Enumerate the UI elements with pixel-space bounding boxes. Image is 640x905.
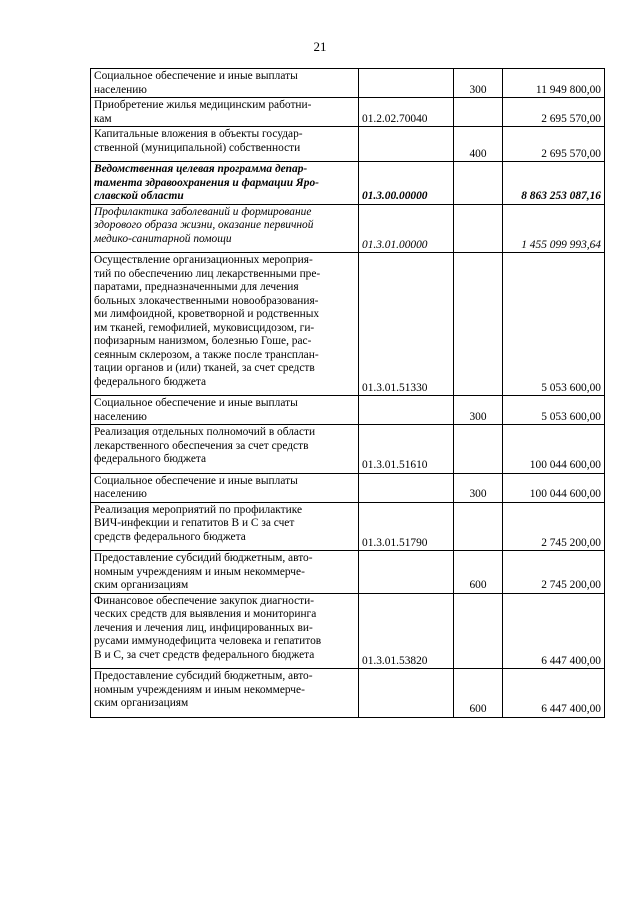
item-name-line: средств федерального бюджета — [94, 530, 246, 543]
item-name-cell — [91, 473, 359, 502]
expense-type-cell — [454, 425, 503, 474]
page-number: 21 — [313, 39, 327, 54]
item-name-line: славской области — [94, 190, 184, 202]
target-article-code-cell: 01.3.01.51610 — [359, 425, 454, 474]
item-name-line: тамента здравоохранения и фармации Яро- — [94, 176, 319, 189]
expense-type-cell — [454, 502, 503, 551]
item-name-line: федерального бюджета — [94, 375, 207, 388]
item-name-line: ми лимфоидной, кроветворной и родственных — [94, 308, 320, 320]
item-name-cell — [91, 593, 359, 669]
target-article-code-cell — [359, 669, 454, 718]
target-article-code-cell: 01.3.01.51330 — [359, 253, 454, 396]
item-name-line: тий по обеспечению лиц лекарственными пре- — [94, 267, 321, 280]
item-name-line: русами иммунодефицита человека и гепатитов — [94, 635, 322, 647]
budget-table-body — [91, 69, 605, 718]
amount-cell: 5 053 600,00 — [503, 253, 605, 396]
item-name-cell — [91, 253, 359, 396]
amount-cell: 6 447 400,00 — [503, 593, 605, 669]
table-row — [91, 69, 605, 98]
table-row — [91, 127, 605, 162]
table-row — [91, 425, 605, 474]
item-name-line: ским организациям — [94, 579, 189, 591]
target-article-code-cell: 01.2.02.70040 — [359, 98, 454, 127]
amount-cell: 2 745 200,00 — [503, 502, 605, 551]
item-name-line: населению — [94, 410, 147, 423]
item-name-line: населению — [94, 488, 147, 500]
expense-type-cell — [454, 593, 503, 669]
target-article-code-cell — [359, 127, 454, 162]
expense-type-cell — [454, 162, 503, 205]
table-row — [91, 253, 605, 396]
item-name-line: Профилактика заболеваний и формирование — [94, 205, 312, 218]
table-row — [91, 669, 605, 718]
table-row — [91, 473, 605, 502]
item-name-line: здорового образа жизни, оказание первичной — [94, 219, 314, 231]
item-name-line: федерального бюджета — [94, 453, 207, 465]
item-name-cell — [91, 162, 359, 205]
item-name-line: Приобретение жилья медицинским работни- — [94, 99, 312, 111]
item-name-line: номным учреждениям и иным некоммерче- — [94, 683, 305, 696]
expense-type-cell: 600 — [454, 551, 503, 594]
expense-type-cell: 600 — [454, 669, 503, 718]
expense-type-cell: 300 — [454, 69, 503, 98]
item-name-cell — [91, 69, 359, 98]
amount-cell: 11 949 800,00 — [503, 69, 605, 98]
table-row — [91, 162, 605, 205]
amount-cell: 2 695 570,00 — [503, 98, 605, 127]
item-name-line: лекарственного обеспечения за счет средств — [94, 439, 309, 452]
target-article-code-cell — [359, 473, 454, 502]
item-name-line: Предоставление субсидий бюджетным, авто- — [94, 670, 313, 682]
item-name-line: медико-санитарной помощи — [94, 232, 232, 245]
item-name-cell — [91, 98, 359, 127]
item-name-line: больных злокачественными новообразования- — [94, 294, 319, 307]
expense-type-cell — [454, 253, 503, 396]
amount-cell: 100 044 600,00 — [503, 425, 605, 474]
item-name-line: ственной (муниципальной) собственности — [94, 141, 301, 154]
item-name-line: им тканей, гемофилией, муковисцидозом, ги- — [94, 321, 315, 334]
table-row — [91, 98, 605, 127]
target-article-code-cell — [359, 396, 454, 425]
expense-type-cell — [454, 98, 503, 127]
item-name-line: Осуществление организационных мероприя- — [94, 254, 313, 266]
amount-cell: 100 044 600,00 — [503, 473, 605, 502]
item-name-line: ческих средств для выявления и мониторинга — [94, 608, 317, 620]
item-name-cell — [91, 502, 359, 551]
item-name-cell — [91, 425, 359, 474]
item-name-cell — [91, 669, 359, 718]
item-name-line: паратами, предназначенными для лечения — [94, 281, 299, 293]
item-name-line: Реализация мероприятий по профилактике — [94, 503, 303, 516]
item-name-cell — [91, 127, 359, 162]
expense-type-cell: 400 — [454, 127, 503, 162]
expense-type-cell: 300 — [454, 396, 503, 425]
item-name-line: Предоставление субсидий бюджетным, авто- — [94, 552, 313, 564]
amount-cell: 6 447 400,00 — [503, 669, 605, 718]
amount-cell: 8 863 253 087,16 — [503, 162, 605, 205]
table-row — [91, 593, 605, 669]
item-name-line: Социальное обеспечение и иные выплаты — [94, 397, 298, 409]
item-name-cell — [91, 204, 359, 253]
amount-cell: 1 455 099 993,64 — [503, 204, 605, 253]
target-article-code-cell: 01.3.01.53820 — [359, 593, 454, 669]
item-name-line: В и С, за счет средств федерального бюджета — [94, 648, 315, 661]
expense-type-cell — [454, 204, 503, 253]
amount-cell: 2 695 570,00 — [503, 127, 605, 162]
budget-table — [90, 68, 605, 718]
item-name-line: Финансовое обеспечение закупок диагности- — [94, 594, 315, 607]
item-name-line: Социальное обеспечение и иные выплаты — [94, 70, 298, 82]
item-name-line: ВИЧ-инфекции и гепатитов В и С за счет — [94, 517, 295, 529]
table-row — [91, 551, 605, 594]
target-article-code-cell — [359, 551, 454, 594]
item-name-line: ским организациям — [94, 697, 189, 709]
expense-type-cell: 300 — [454, 473, 503, 502]
target-article-code-cell: 01.3.00.00000 — [359, 162, 454, 205]
item-name-line: Капитальные вложения в объекты государ- — [94, 128, 303, 140]
item-name-line: кам — [94, 112, 112, 125]
table-row — [91, 204, 605, 253]
item-name-line: Реализация отдельных полномочий в области — [94, 426, 316, 438]
item-name-line: Ведомственная целевая программа депар- — [94, 163, 308, 175]
item-name-line: номным учреждениям и иным некоммерче- — [94, 565, 305, 578]
item-name-cell — [91, 551, 359, 594]
item-name-line: лечения и лечения лиц, инфицированных ви- — [94, 621, 313, 634]
item-name-cell — [91, 396, 359, 425]
item-name-line: сеянным склерозом, а также после трансплан- — [94, 348, 319, 361]
target-article-code-cell: 01.3.01.00000 — [359, 204, 454, 253]
item-name-line: Социальное обеспечение и иные выплаты — [94, 474, 298, 487]
item-name-line: населению — [94, 83, 147, 96]
item-name-line: пофизарным нанизмом, болезнью Гоше, рас- — [94, 335, 312, 347]
target-article-code-cell — [359, 69, 454, 98]
item-name-line: тации органов и (или) тканей, за счет средств — [94, 362, 315, 374]
table-row — [91, 396, 605, 425]
amount-cell: 5 053 600,00 — [503, 396, 605, 425]
amount-cell: 2 745 200,00 — [503, 551, 605, 594]
table-row — [91, 502, 605, 551]
target-article-code-cell: 01.3.01.51790 — [359, 502, 454, 551]
